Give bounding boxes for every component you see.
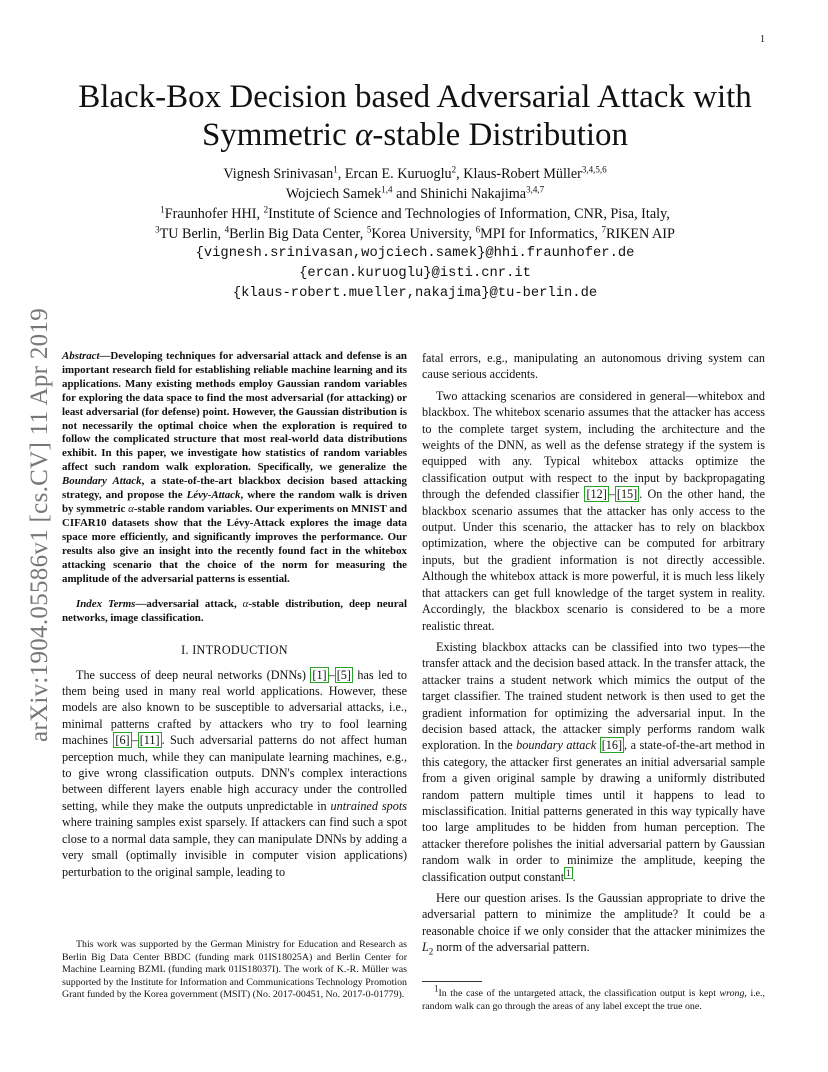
affiliation-line-2: $^3$TU Berlin, $^4$Berlin Big Data Center, $^5$Korea University, $^6$MPI for Informatics, $^7$RIKEN AIP [155, 224, 675, 242]
alpha-symbol: α [242, 598, 249, 611]
funding-note: This work was supported by the German Ministry for Education and Research as Berlin Big Data Center BBDC (funding mark 01IS18025A) and Berlin Center for Machine Learning BZML (funding mark 01IS18037I). The work of K.-R. Müller was supported by the Institute for Information and Communications Technology Promotion Grant funded by the Korea government (MSIT) (No. 2017-00451, No. 2017-0-01779). [62, 939, 407, 1001]
author-line-1: Vignesh Srinivasan$^1$, Ercan E. Kuruoglu$^2$, Klaus-Robert Müller$^{3,4,5,6}$ [223, 164, 607, 182]
citation-link[interactable]: [16] [601, 738, 623, 753]
intro-paragraph-3: Existing blackbox attacks can be classified into two types—the transfer attack and the decision based attack. In the transfer attack, the attacker trains a student network which mimics the output of the target classifier. The trained student network is then used to get the gradient information for optimizing the adversarial input. In the decision based attack, the attacker simply performs random walk exploration. In the boundary attack [16] , a state-of-the-art method in this category, the attacker first generates an initial adversarial sample from a given original sample by drawing a uniformly distributed random pattern multiple times until it happens to lead to misclassification. Initial patterns generated in this way typically have too large amplitudes to be hidden from human perception. The attacker therefore polishes the initial adversarial pattern by Gaussian random walk in order to minimize the amplitude, keeping the classification output constant $^1$ . [422, 639, 765, 884]
right-column [422, 350, 765, 960]
abstract-label: Abstract [62, 350, 100, 362]
author-block [60, 164, 770, 304]
citation-link[interactable]: [5] [336, 667, 351, 682]
citation-link[interactable]: [15] [616, 487, 638, 502]
citation-link[interactable]: [11] [139, 733, 160, 748]
citation-link[interactable]: [6] [115, 733, 130, 748]
title-line-2: Symmetric α-stable Distribution [201, 117, 629, 153]
intro-paragraph-2: Two attacking scenarios are considered in general—whitebox and blackbox. The whitebox scenario assumes that the attacker has access to the complete target system, including the architecture and the weights of the DNN, as well as the defense strategy if the system is equipped with any. Typical whitebox attacks optimize the classification output with respect to the input by backpropagating through the defended classifier [12] – [15] . On the other hand, the blackbox scenario assumes that the attacker has only access to the output. Under this scenario, the attacker has to rely on blackbox optimization, where the objective can be computed for arbitrary inputs, but the gradient information is not directly accessible. Although the whitebox attack is more powerful, it is much less likely that attackers can get full knowledge of the target system in reality. Accordingly, the blackbox scenario is considered to be a more realistic threat. [422, 388, 765, 633]
index-terms: Index Terms—adversarial attack, α-stable distribution, deep neural networks, image classification. [62, 598, 407, 625]
citation-link[interactable]: [1] [312, 667, 327, 682]
footnote: $^1$In the case of the untargeted attack, the classification output is kept wrong, i.e., random walk can go through the areas of any label except the true one. [422, 983, 765, 1012]
footnote-divider [422, 981, 482, 982]
section-heading-introduction: I. INTRODUCTION [181, 643, 288, 658]
email-line-2: {ercan.kuruoglu}@isti.cnr.it [299, 266, 531, 281]
title-line-1: Black-Box Decision based Adversarial Attack with [78, 79, 752, 115]
left-column [62, 350, 407, 880]
intro-paragraph-4: Here our question arises. Is the Gaussian appropriate to drive the adversarial pattern to minimize the amplitude? It could be a reasonable choice if we only consider that the attacker minimizes the $L_2$ norm of the adversarial pattern. [422, 891, 765, 957]
abstract: Abstract—Developing techniques for adversarial attack and defense is an important research field for establishing reliable machine learning and its applications. Many existing methods employ Gaussian random variables for exploring the data space to find the most adversarial (for attacking) or least adversarial (for defense) point. However, the Gaussian distribution is not necessarily the optimal choice when the exploration is required to follow the complicated structure that most real-world data distributions exhibit. In this paper, we investigate how statistics of random variables affect such random walk exploration. Specifically, we generalize the Boundary Attack, a state-of-the-art blackbox decision based attacking strategy, and propose the Lévy-Attack, where the random walk is driven by symmetric α-stable random variables. Our experiments on MNIST and CIFAR10 datasets show that the Lévy-Attack explores the image data space more efficiently, and significantly improves the performance. Our results also give an insight into the recently found fact in the whitebox attacking scenario that the choice of the norm for measuring the amplitude of the adversarial patterns is essential. [62, 350, 408, 585]
footnote-marker[interactable]: 1 [566, 867, 571, 878]
affiliation-line-1: $^1$Fraunhofer HHI, $^2$Institute of Science and Technologies of Information, CNR, Pisa, Italy, [160, 204, 670, 222]
alpha-symbol: α [128, 502, 134, 515]
arxiv-side-stamp: arXiv:1904.05586v1 [cs.CV] 11 Apr 2019 [26, 307, 53, 743]
alpha-symbol: α [355, 117, 373, 153]
author-line-2: Wojciech Samek$^{1,4}$ and Shinichi Nakajima$^{3,4,7}$ [285, 184, 545, 202]
citation-link[interactable]: [12] [586, 487, 607, 502]
paper-title [60, 78, 770, 154]
index-terms-label: Index Terms [76, 598, 136, 611]
intro-paragraph-continued: fatal errors, e.g., manipulating an autonomous driving system can cause serious accidents. [422, 351, 765, 382]
email-line-1: {vignesh.srinivasan,wojciech.samek}@hhi.fraunhofer.de [195, 246, 635, 261]
page-number: 1 [760, 34, 765, 45]
email-line-3: {klaus-robert.mueller,nakajima}@tu-berlin.de [232, 286, 598, 301]
intro-paragraph-1: The success of deep neural networks (DNNs) [1] – [5] has led to them being used in many real world applications. However, these models are also known to be susceptible to adversarial attacks, i.e., minimal patterns crafted by attackers who try to fool learning machines [6] – [11] . Such adversarial patterns do not affect human perception much, while they can manipulate learning machines, e.g., to give wrong classification outputs. DNN's complex interactions between different layers enable high accuracy under the controlled setting, while they make the outputs unpredictable in untrained spots where training samples exist sparsely. If attackers can find such a spot close to a normal data sample, they can manipulate DNNs by adding a very small (optimally invisible in computer vision applications) perturbation to the original sample, leading to [62, 667, 407, 879]
